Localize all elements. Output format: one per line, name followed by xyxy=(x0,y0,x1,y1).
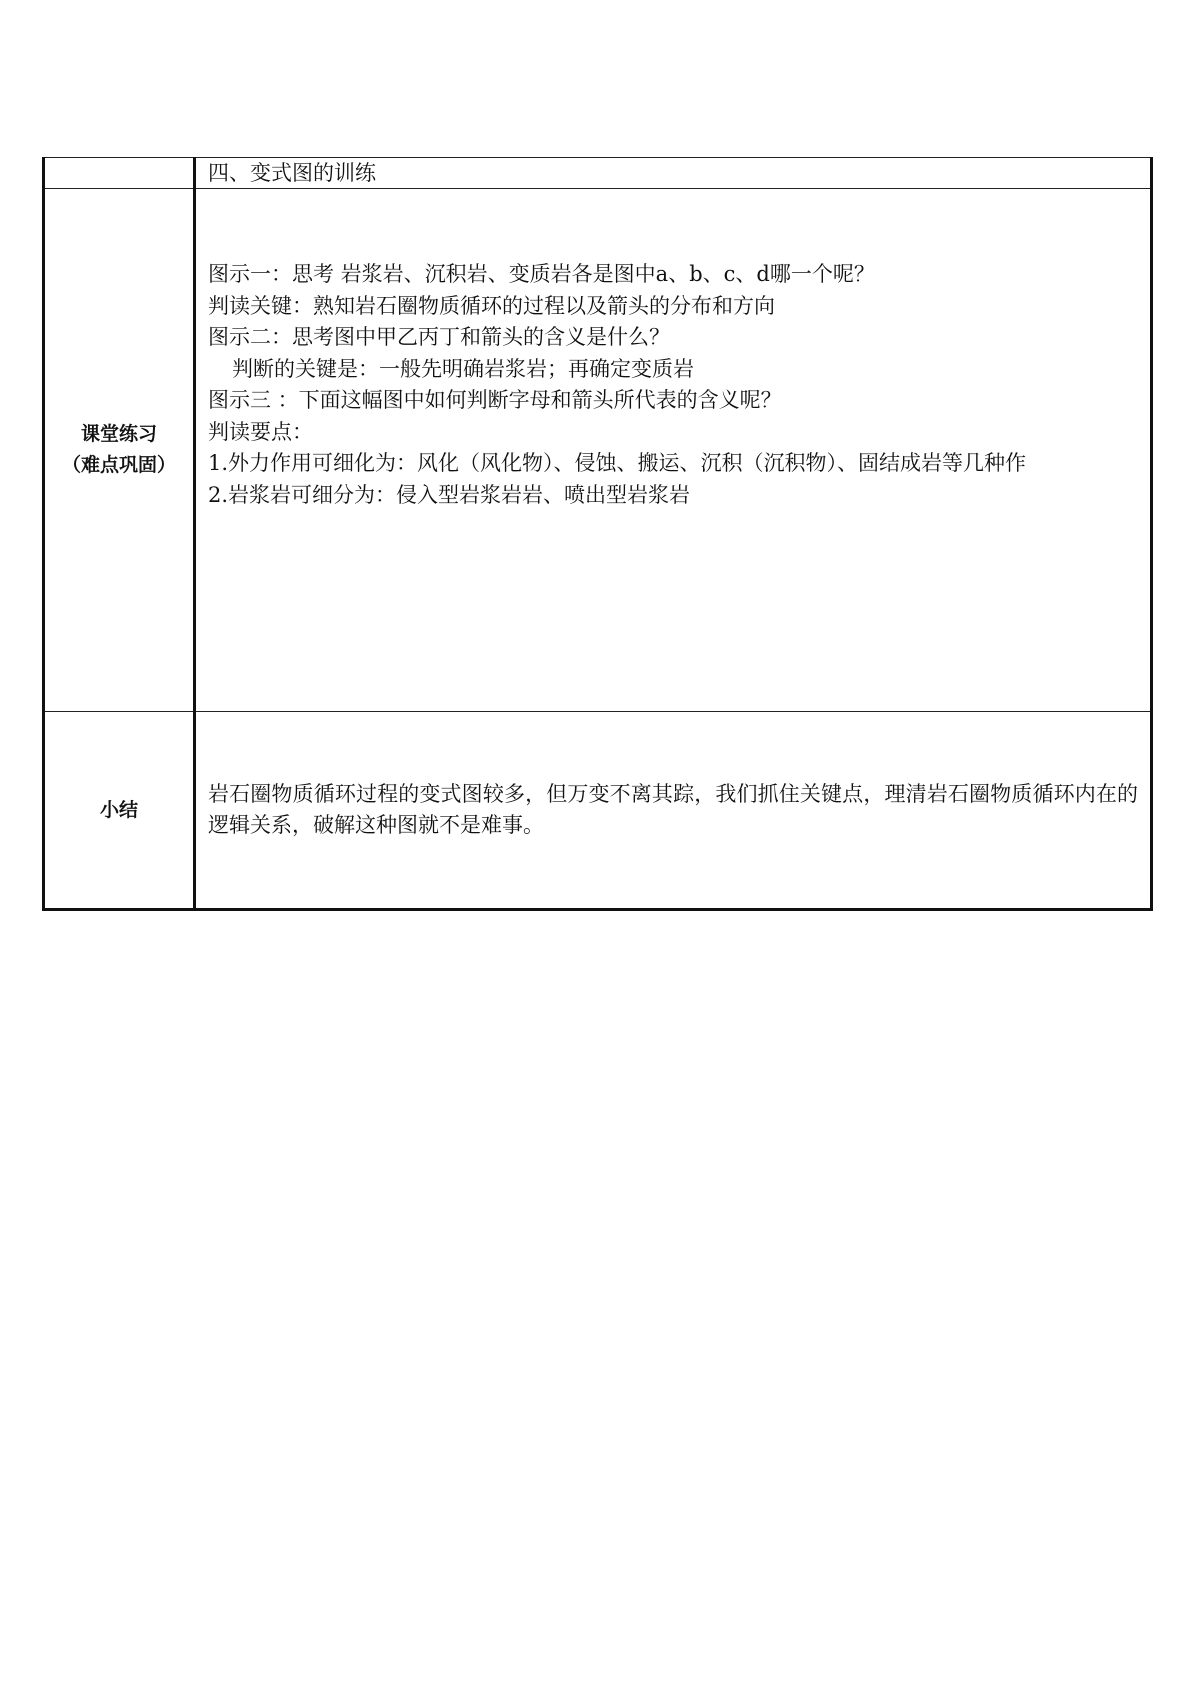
header-content-cell xyxy=(195,158,1152,189)
practice-line-6: 判读要点： xyxy=(208,419,313,444)
summary-content-cell xyxy=(195,712,1152,910)
practice-label-line-2: （难点巩固） xyxy=(61,454,176,476)
practice-line-1: 图示一：思考 岩浆岩、沉积岩、变质岩各是图中a、b、c、d哪一个呢？ xyxy=(208,262,875,286)
summary-label-cell xyxy=(44,712,195,910)
practice-line-5: 图示三 ：下面这幅图中如何判断字母和箭头所代表的含义呢？ xyxy=(208,388,782,412)
practice-label-cell xyxy=(44,189,195,712)
lesson-plan-table xyxy=(42,157,1153,911)
practice-line-7: 1.外力作用可细化为：风化（风化物）、侵蚀、搬运、沉积（沉积物）、固结成岩等几种作 xyxy=(208,451,1027,475)
summary-row xyxy=(44,712,1152,910)
practice-label-line-1: 课堂练习 xyxy=(80,423,157,445)
summary-label: 小结 xyxy=(99,798,138,821)
practice-label xyxy=(45,419,193,481)
practice-line-3: 图示二：思考图中甲乙丙丁和箭头的含义是什么？ xyxy=(208,325,670,349)
practice-line-2: 判读关键：熟知岩石圈物质循环的过程以及箭头的分布和方向 xyxy=(208,293,775,318)
header-row xyxy=(44,158,1152,189)
practice-line-8: 2.岩浆岩可细分为：侵入型岩浆岩岩、喷出型岩浆岩 xyxy=(208,482,691,507)
practice-row xyxy=(44,189,1152,712)
practice-line-4: 判断的关键是：一般先明确岩浆岩；再确定变质岩 xyxy=(232,356,694,381)
summary-text: 岩石圈物质循环过程的变式图较多，但万变不离其踪，我们抓住关键点，理清岩石圈物质循环内在的逻辑关系，破解这种图就不是难事。 xyxy=(208,781,1138,837)
section-heading: 四、变式图的训练 xyxy=(208,160,376,185)
practice-content-cell xyxy=(195,189,1152,712)
header-label-cell xyxy=(44,158,195,189)
